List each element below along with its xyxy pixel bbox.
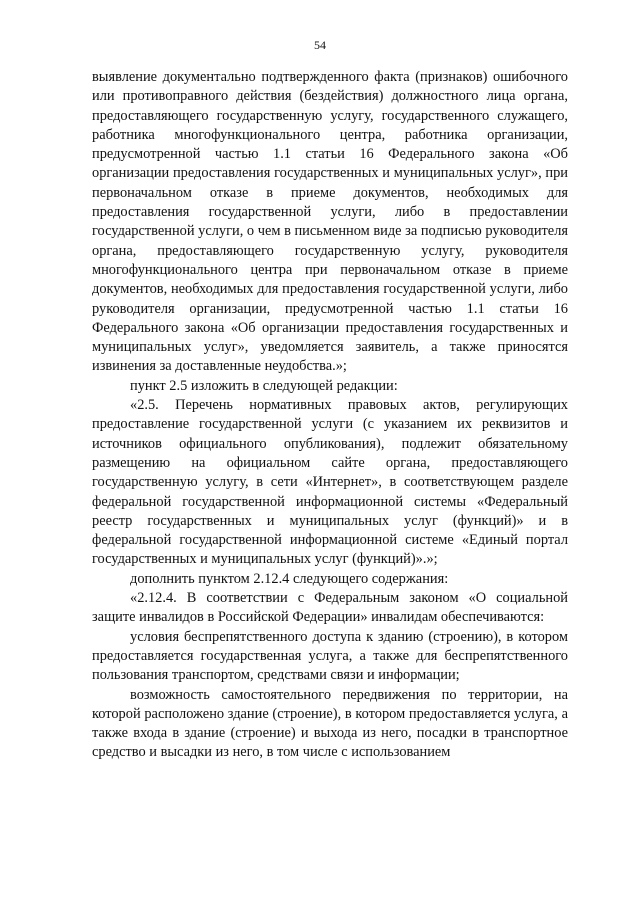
- document-body: [92, 68, 568, 763]
- paragraph-item-2-5: «2.5. Перечень нормативных правовых актов, регулирующих предоставление государственной услуги (с указанием их реквизитов и источников официального опубликования), подлежит обязательному размещению на официальном сайте органа, предоставляющего государственную услугу, в сети «Интернет», в соответствующем разделе федеральной государственной информационной системы «Федеральный реестр государственных и муниципальных услуг (функций)» и в федеральной государственной информационной системе «Единый портал государственных и муниципальных услуг (функций)».»;: [92, 397, 568, 568]
- paragraph-amendment-2-5: пункт 2.5 изложить в следующей редакции:: [130, 377, 398, 394]
- paragraph-continuation: выявление документально подтвержденного факта (признаков) ошибочного или противоправного действия (бездействия) должностного лица органа, предоставляющего государственную услугу, государственного служащего, работника многофункционального центра, работника организации, предусмотренной частью 1.1 статьи 16 Федерального закона «Об организации предоставления государственных и муниципальных услуг», при первоначальном отказе в приеме документов, необходимых для предоставления государственной услуги, либо в предоставлении государственной услуги, о чем в письменном виде за подписью руководителя органа, предоставляющего государственную услугу, руководителя многофункционального центра при первоначальном отказе в приеме документов, необходимых для предоставления государственной услуги, либо руководителя организации, предусмотренной частью 1.1 статьи 16 Федерального закона «Об организации предоставления государственных и муниципальных услуг», уведомляется заявитель, а также приносятся извинения за доставленные неудобства.»;: [92, 69, 568, 375]
- paragraph-movement-possibility: возможность самостоятельного передвижения по территории, на которой расположено здание (строение), в котором предоставляется услуга, а также входа в здание (строение) и выхода из него, посадки в транспортное средство и высадки из него, в том числе с использованием: [92, 686, 568, 761]
- paragraph-amendment-2-12-4: дополнить пунктом 2.12.4 следующего содержания:: [130, 570, 449, 587]
- paragraph-access-conditions: условия беспрепятственного доступа к зданию (строению), в котором предоставляется государственная услуга, а также для беспрепятственного пользования транспортом, средствами связи и информации;: [92, 628, 568, 684]
- paragraph-item-2-12-4: «2.12.4. В соответствии с Федеральным законом «О социальной защите инвалидов в Российской Федерации» инвалидам обеспечиваются:: [92, 590, 568, 626]
- page-number: 54: [314, 38, 326, 52]
